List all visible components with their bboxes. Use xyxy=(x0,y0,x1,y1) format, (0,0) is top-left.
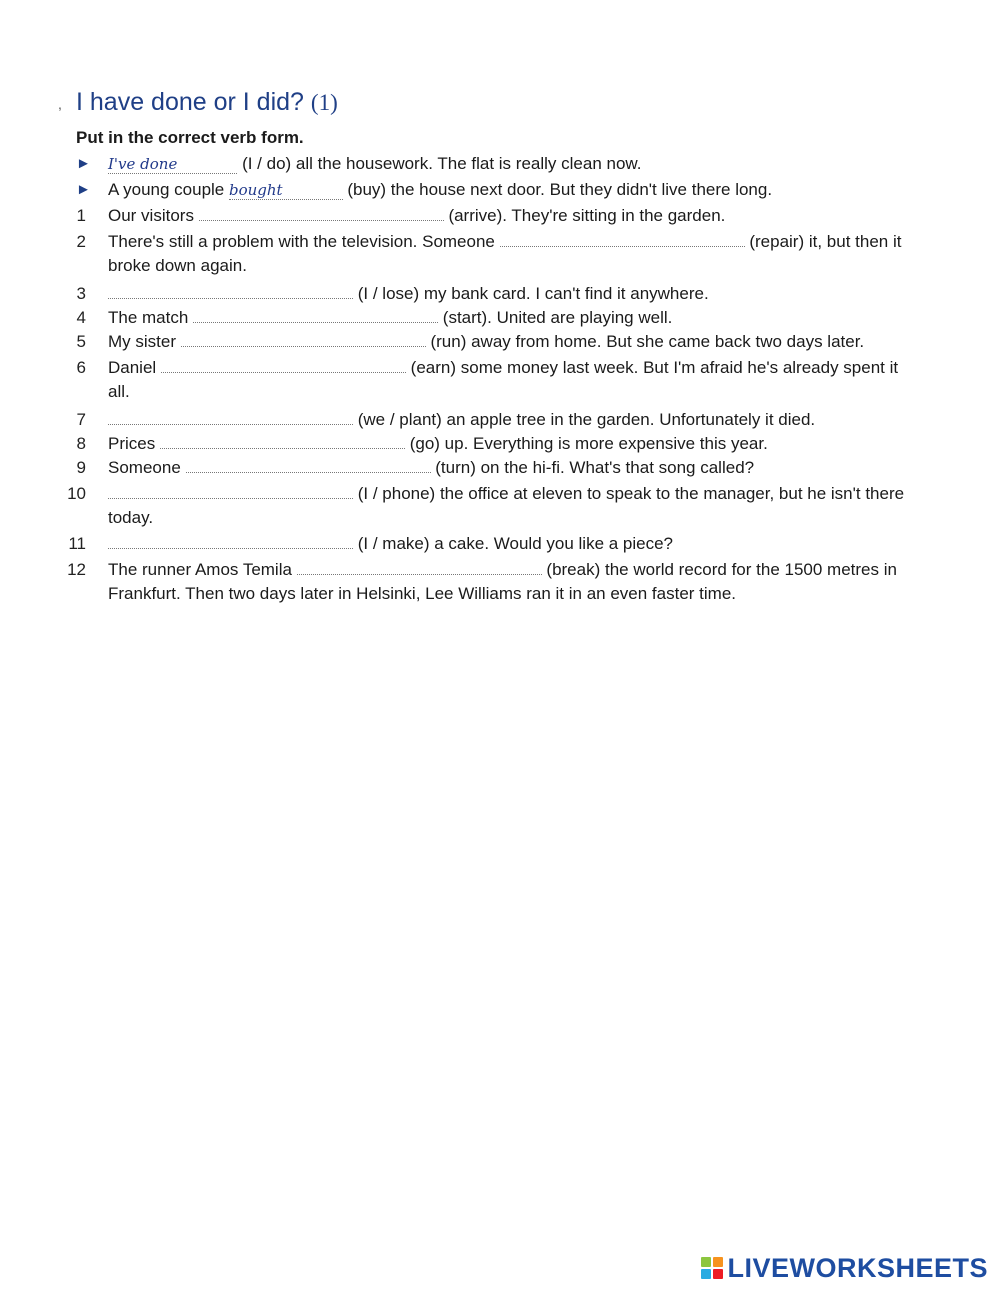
answer-blank[interactable] xyxy=(108,484,353,499)
item-text-after: (earn) some money last week. But I'm afraid he's already spent it all. xyxy=(108,358,899,401)
item-number: 3 xyxy=(76,284,86,303)
item-text-before: My sister xyxy=(108,332,176,351)
item-text-after: (turn) on the hi-fi. What's that song called? xyxy=(435,458,755,477)
exercise-item xyxy=(60,282,950,306)
liveworksheets-logo xyxy=(701,1254,988,1282)
item-number: 2 xyxy=(76,232,86,251)
item-text-after: (I / lose) my bank card. I can't find it anywhere. xyxy=(357,284,709,303)
answer-blank[interactable] xyxy=(160,434,405,449)
exercise-item xyxy=(60,330,950,354)
example-text-before: A young couple xyxy=(108,180,225,199)
item-text-before: There's still a problem with the television. Someone xyxy=(108,232,495,251)
exercise-item xyxy=(60,230,920,278)
example-answer: bought xyxy=(229,181,343,200)
item-number: 7 xyxy=(76,410,86,429)
item-number: 6 xyxy=(76,358,86,377)
answer-blank[interactable] xyxy=(161,358,406,373)
example-text: (buy) the house next door. But they didn't live there long. xyxy=(347,180,773,199)
item-number: 12 xyxy=(67,560,86,579)
answer-blank[interactable] xyxy=(193,308,438,323)
item-text-after: (start). United are playing well. xyxy=(442,308,673,327)
item-text-after: (repair) it, but then it broke down again. xyxy=(108,232,902,275)
example-row xyxy=(60,152,950,176)
answer-blank[interactable] xyxy=(108,284,353,299)
exercise-item xyxy=(60,532,950,556)
example-answer: I've done xyxy=(108,155,237,174)
instruction-text: Put in the correct verb form. xyxy=(76,128,304,147)
item-text-after: (run) away from home. But she came back two days later. xyxy=(430,332,865,351)
arrow-icon: ► xyxy=(76,181,91,198)
title-main: I have done or I did? xyxy=(76,88,304,116)
item-text-after: (we / plant) an apple tree in the garden. Unfortunately it died. xyxy=(357,410,816,429)
answer-blank[interactable] xyxy=(181,332,426,347)
logo-grid-icon xyxy=(701,1257,723,1279)
item-text-after: (I / make) a cake. Would you like a piece? xyxy=(357,534,674,553)
logo-square-blue xyxy=(701,1269,711,1279)
item-text-after: (arrive). They're sitting in the garden. xyxy=(448,206,726,225)
exercise-item xyxy=(60,306,950,330)
exercise-item xyxy=(60,408,950,432)
exercise-item xyxy=(60,356,910,404)
item-number: 8 xyxy=(76,434,86,453)
item-number: 4 xyxy=(76,308,86,327)
page-title xyxy=(76,88,338,117)
exercise-item xyxy=(60,204,950,228)
title-unit: (1) xyxy=(310,90,338,115)
answer-blank[interactable] xyxy=(199,206,444,221)
item-text-before: The match xyxy=(108,308,189,327)
item-text-after: (I / phone) the office at eleven to speak to the manager, but he isn't there today. xyxy=(108,484,905,527)
answer-blank[interactable] xyxy=(186,458,431,473)
item-number: 9 xyxy=(76,458,86,477)
item-text-before: Someone xyxy=(108,458,181,477)
logo-square-orange xyxy=(713,1257,723,1267)
answer-blank[interactable] xyxy=(108,410,353,425)
logo-square-red xyxy=(713,1269,723,1279)
item-number: 1 xyxy=(76,206,86,225)
answer-blank[interactable] xyxy=(297,560,542,575)
answer-blank[interactable] xyxy=(108,534,353,549)
example-text: (I / do) all the housework. The flat is really clean now. xyxy=(242,154,642,173)
answer-blank[interactable] xyxy=(500,232,745,247)
item-text-after: (break) the world record for the 1500 metres in Frankfurt. Then two days later in Helsinki, Lee Williams ran it in an even faster time. xyxy=(108,560,897,603)
item-text-after: (go) up. Everything is more expensive this year. xyxy=(409,434,768,453)
logo-text: LIVEWORKSHEETS xyxy=(727,1252,988,1283)
exercise-item xyxy=(60,456,950,480)
item-number: 5 xyxy=(76,332,86,351)
bullet-mark: , xyxy=(58,96,62,112)
item-text-before: Daniel xyxy=(108,358,157,377)
example-row xyxy=(60,178,950,202)
exercise-item xyxy=(60,432,950,456)
item-text-before: Prices xyxy=(108,434,156,453)
arrow-icon: ► xyxy=(76,155,91,172)
item-number: 11 xyxy=(68,534,86,553)
item-text-before: Our visitors xyxy=(108,206,194,225)
logo-square-green xyxy=(701,1257,711,1267)
exercise-item xyxy=(60,482,940,530)
item-number: 10 xyxy=(67,484,86,503)
exercise-item xyxy=(60,558,960,606)
item-text-before: The runner Amos Temila xyxy=(108,560,292,579)
